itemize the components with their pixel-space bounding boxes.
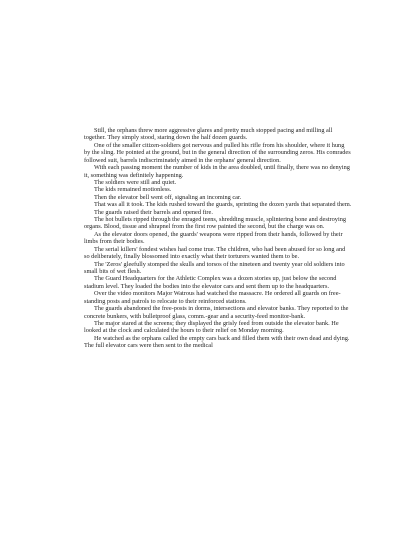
paragraph: With each passing moment the number of kids in the area doubled, until finally, there was no denying it, something was definitely happening. [84, 164, 350, 179]
body-text [84, 127, 352, 350]
paragraph: The major stared at the screens; they displayed the grisly feed from outside the elevator bank. He looked at the clock and calculated the hours to their relief on Monday morning. [84, 319, 339, 335]
paragraph: The kids remained motionless. [94, 186, 172, 194]
paragraph: The hot bullets ripped through the enraged teens, shredding muscle, splintering bone and destroying organs. Blood, tissue and shrapnel from the first row painted the second, but the charge was on. [84, 216, 346, 231]
paragraph: Still, the orphans threw more aggressive glares and pretty much stopped pacing and milling all together. They simply stood, staring down the half dozen guards. [84, 127, 333, 142]
paragraph: He watched as the orphans called the empty cars back and filled them with their own dead and dying. The full elevator cars were then sent to the medical [84, 334, 350, 350]
paragraph: One of the smaller citizen-soldiers got nervous and pulled his rifle from his shoulder, where it hung by the sling. He pointed at the ground, but in the general direction of the surrounding zeros. His comrades followed suit, barrels indiscriminately aimed in the orphans' general direction. [84, 141, 351, 164]
paragraph: As the elevator doors opened, the guards' weapons were ripped from their hands, followed by their limbs from their bodies. [84, 230, 343, 246]
paragraph: The guards abandoned the free-posts in dorms, intersections and elevator banks. They reported to the concrete bunkers, with bulletproof glass, comm.-gear and a security-feed monitor-bank. [84, 305, 349, 320]
paragraph: Then the elevator bell went off, signaling an incoming car. [94, 193, 242, 201]
paragraph: The guards raised their barrels and opened fire. [94, 208, 213, 216]
paragraph: That was all it took. The kids rushed toward the guards, sprinting the dozen yards that separated them. [94, 201, 352, 209]
paragraph: The serial killers' fondest wishes had come true. The children, who had been abused for so long and so deliberately, finally blossomed into exactly what their torturers wanted them to be. [84, 245, 346, 261]
paragraph: The Guard Headquarters for the Athletic Complex was a dozen stories up, just below the second stadium level. They loaded the bodies into the elevator cars and sent them up to the headquarters. [84, 275, 337, 290]
paragraph: The soldiers were still and quiet. [94, 178, 177, 186]
paragraph: Over the video monitors Major Watrous had watched the massacre. He ordered all guards on free-standing posts and patrols to relocate to their reinforced stations. [84, 290, 341, 305]
paragraph: The 'Zeros' gleefully stomped the skulls and torsos of the nineteen and twenty year old soldiers into small bits of wet flesh. [84, 260, 345, 276]
